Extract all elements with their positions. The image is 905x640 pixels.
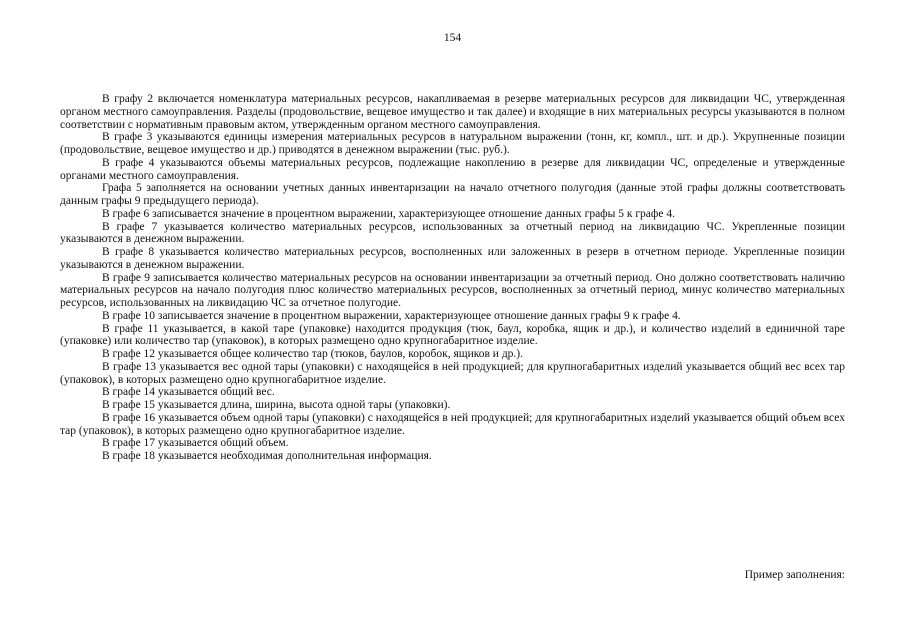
paragraph: В графе 9 записывается количество материальных ресурсов на основании инвентаризации за отчетный период. Оно должно соответствовать наличию материальных ресурсов на начало полугодия плюс количество материальных ресурсов, восполненных за отчетный период, минус количество материальных ресурсов, использованных на ликвидацию ЧС за отчетное полугодие. [60,271,845,309]
paragraph: В графе 14 указывается общий вес. [102,386,275,399]
paragraph: В графе 6 записывается значение в процентном выражении, характеризующее отношение данных графы 5 к графе 4. [102,207,675,220]
paragraph: В графе 18 указывается необходимая дополнительная информация. [102,450,432,462]
paragraph: В графе 11 указывается, в какой таре (упаковке) находится продукция (тюк, баул, коробка, ящик и др.), и количество изделий в единичной таре (упаковке) или количество тар (упаковок), в которых размещено одно крупногабаритное изделие. [60,322,845,348]
paragraph: Графа 5 заполняется на основании учетных данных инвентаризации на начало отчетного полугодия (данные этой графы должны соответствовать данным графы 9 предыдущего периода). [60,182,845,207]
paragraph: В графе 15 указывается длина, ширина, высота одной тары (упаковки). [102,399,451,411]
paragraph: В графе 10 записывается значение в процентном выражении, характеризующее отношение данных графы 9 к графе 4. [102,309,681,322]
body-text [60,93,845,463]
paragraph: В графе 3 указываются единицы измерения материальных ресурсов в натуральном выражении (тонн, кг, компл., шт. и др.). Укрупненные позиции (продовольствие, вещевое имущество и др.) приводятся в денежном выражении (тыс. руб.). [60,131,845,156]
paragraph: В графу 2 включается номенклатура материальных ресурсов, накапливаемая в резерве материальных ресурсов для ликвидации ЧС, утвержденная органом местного самоуправления. Разделы (продовольствие, вещевое имущество и так далее) и входящие в них материальных ресурсы указываются в полном соответствии с нормативным правовым актом, утвержденным органом местного самоуправления. [60,93,845,131]
paragraph: В графе 13 указывается вес одной тары (упаковки) с находящейся в ней продукцией; для крупногабаритных изделий указывается общий вес всех тар (упаковок), в которых размещено одно крупногабаритное изделие. [60,360,845,386]
page-number: 154 [443,32,462,44]
paragraph: В графе 12 указывается общее количество тар (тюков, баулов, коробок, ящиков и др.). [102,348,524,360]
example-label: Пример заполнения: [744,569,845,581]
paragraph: В графе 4 указываются объемы материальных ресурсов, подлежащие накоплению в резерве для ликвидации ЧС, определеные и утвержденные органами местного самоуправления. [60,156,845,182]
paragraph: В графе 7 указывается количество материальных ресурсов, использованных за отчетный период на ликвидацию ЧС. Укрепленные позиции указываются в денежном выражении. [60,220,845,246]
paragraph: В графе 8 указывается количество материальных ресурсов, восполненных или заложенных в резерв в отчетном периоде. Укрепленные позиции указываются в денежном выражении. [60,246,845,271]
paragraph: В графе 16 указывается объем одной тары (упаковки) с находящейся в ней продукцией; для крупногабаритных изделий указывается общий объем всех тар (упаковок), в которых размещено одно крупногабаритное изделие. [60,411,845,437]
paragraph: В графе 17 указывается общий объем. [102,437,289,450]
